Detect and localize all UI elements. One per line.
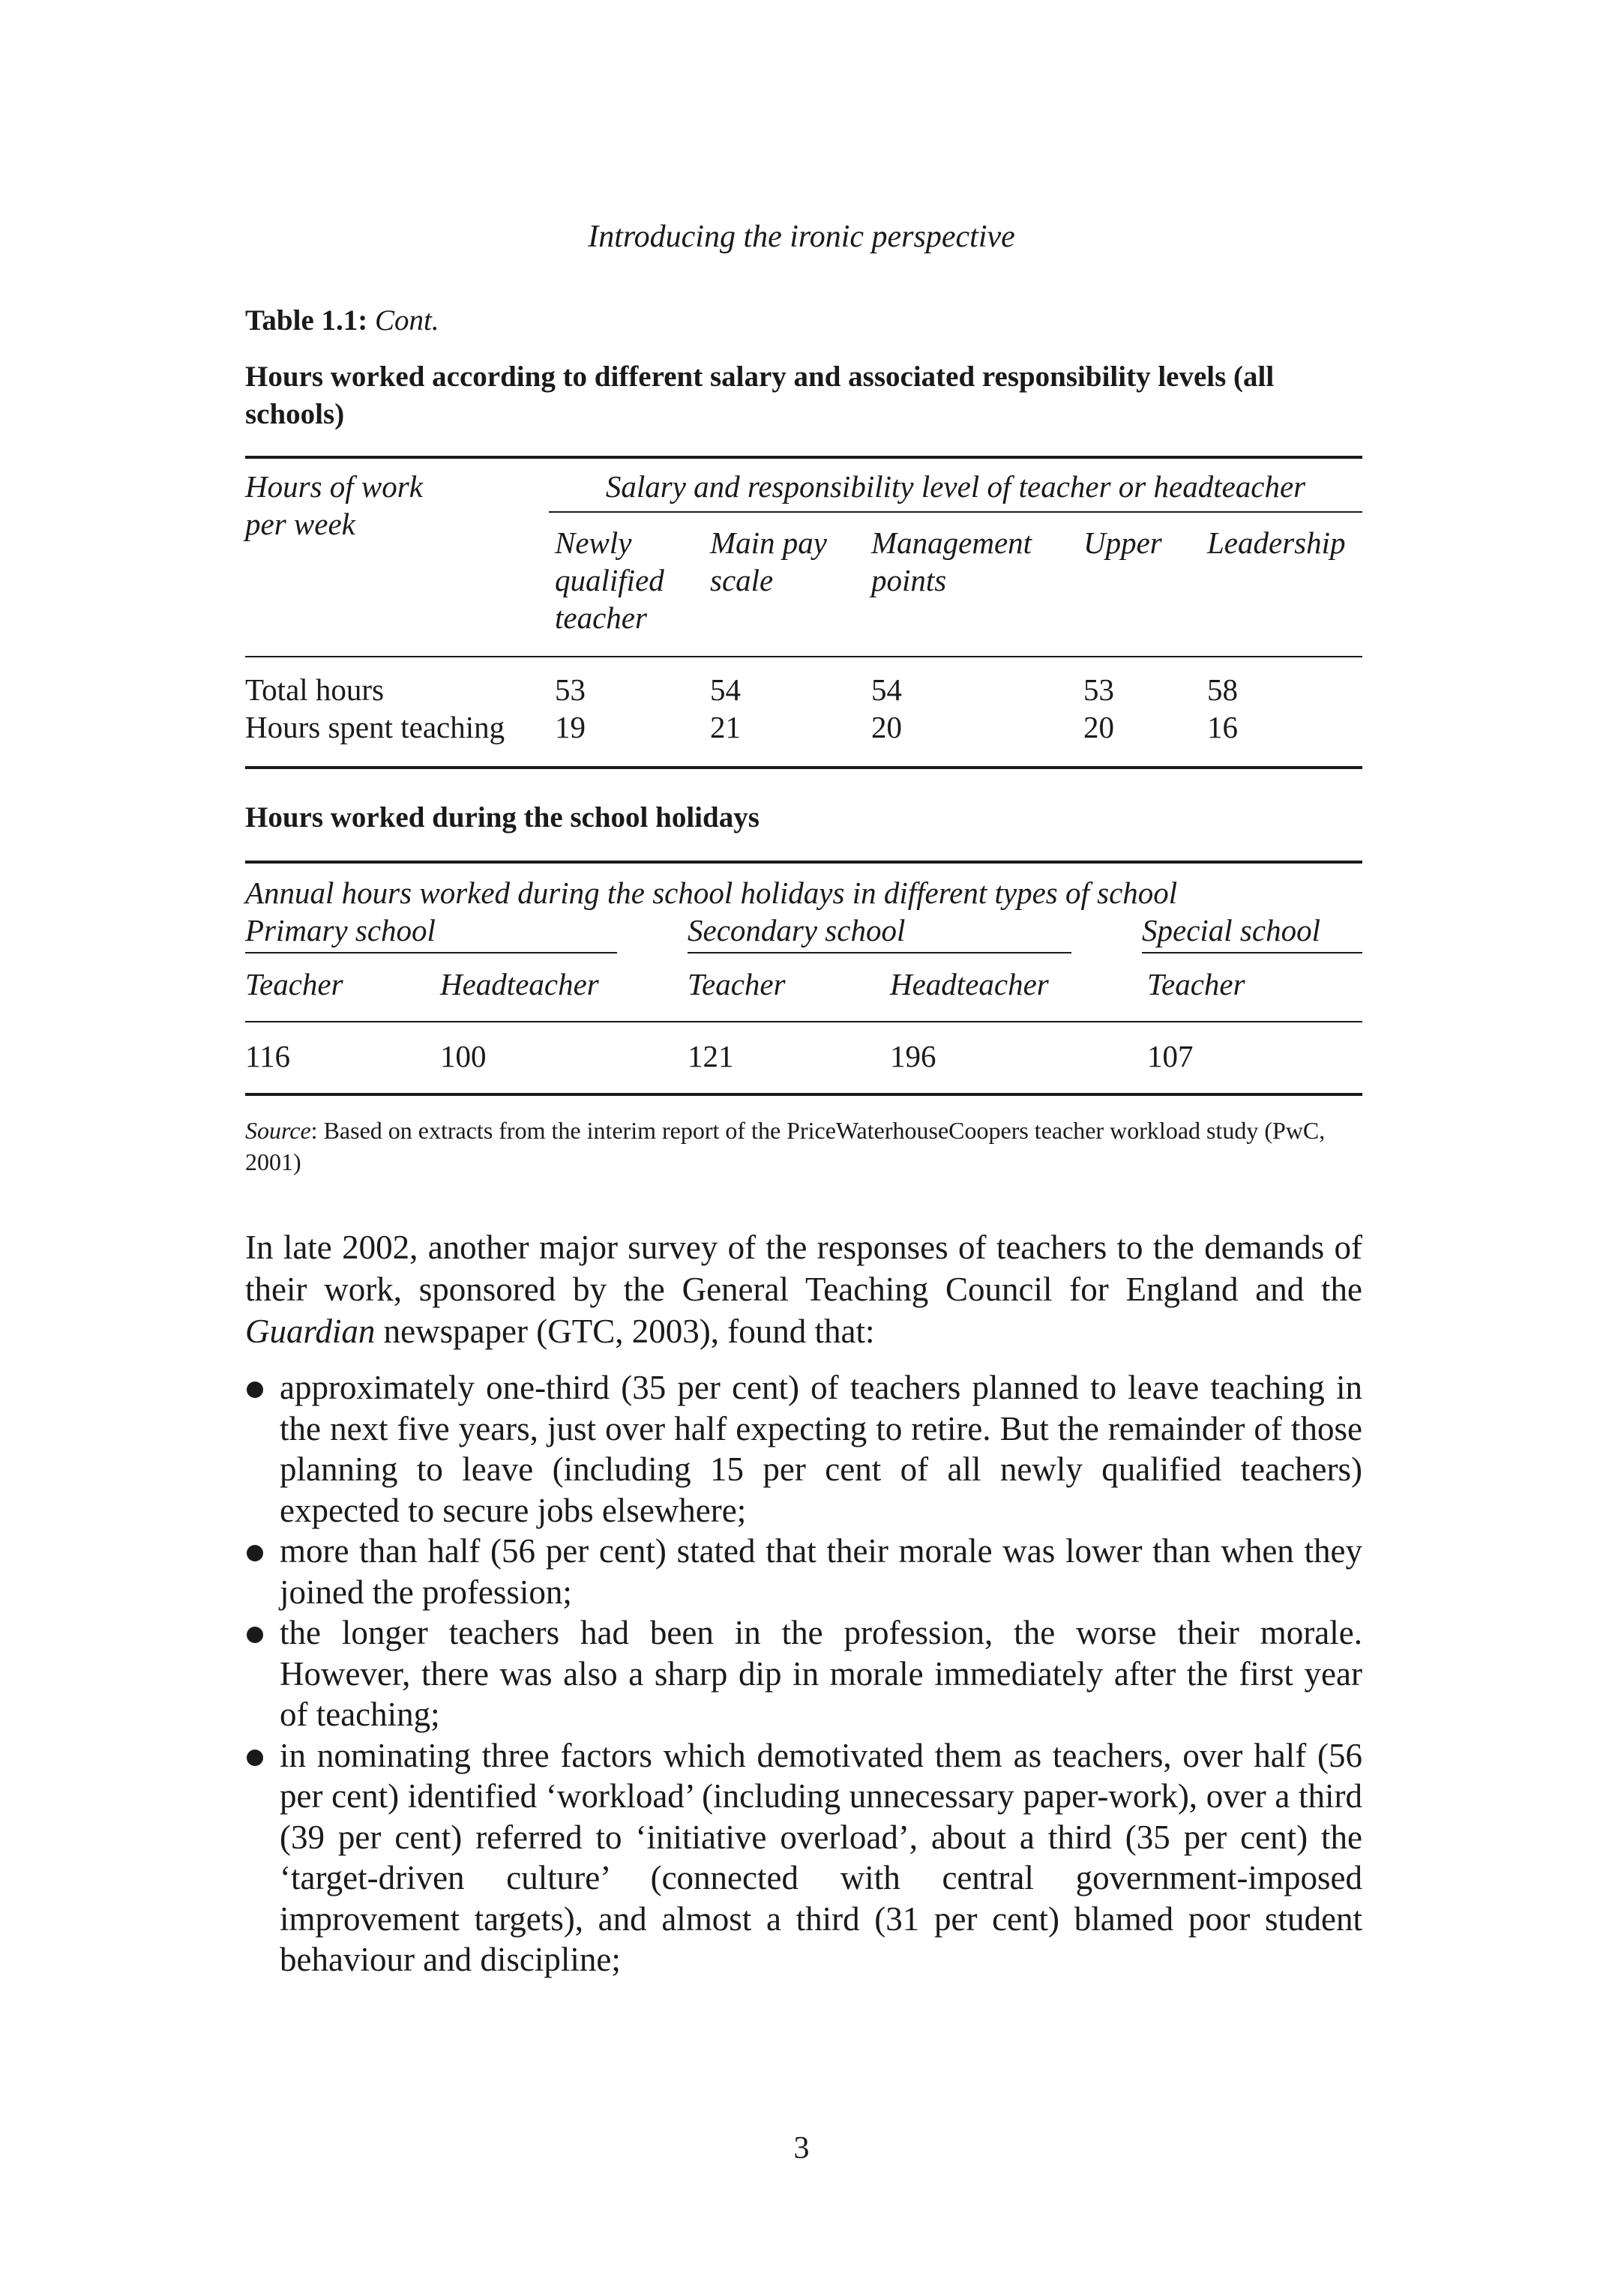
- table1-cell: 54: [710, 672, 741, 707]
- source-note: [245, 1115, 1362, 1178]
- bullet-icon: [247, 1627, 263, 1643]
- running-head: Introducing the ironic perspective: [588, 220, 1015, 254]
- table2-caption: Hours worked during the school holidays: [245, 801, 760, 834]
- table1-header-rule: [245, 656, 1362, 657]
- table1-span-header: Salary and responsibility level of teacher or headteacher: [605, 469, 1306, 504]
- table1-cell: 58: [1207, 672, 1238, 707]
- table1-cell: 16: [1207, 710, 1238, 744]
- table2-col-header: Headteacher: [890, 967, 1049, 1001]
- table2-group-rule-special: [1142, 952, 1362, 953]
- table1-col-3-line2: points: [871, 563, 947, 597]
- table-label-suffix: Cont.: [375, 304, 439, 337]
- table1-span-rule: [549, 511, 1362, 513]
- table1-col-1-line3: teacher: [555, 600, 647, 635]
- list-item: [245, 1612, 1362, 1735]
- table2-span-header: Annual hours worked during the school holidays in different types of school: [245, 876, 1178, 910]
- table1-row-header-line1: Hours of work: [245, 469, 423, 504]
- table2-group-rule-secondary: [688, 952, 1071, 953]
- table1-caption: Hours worked according to different salary and associated responsibility levels (all schools): [245, 361, 1275, 430]
- table1-bottom-rule: [245, 766, 1362, 769]
- table1-col-2-line1: Main pay: [710, 525, 827, 560]
- table1-cell: 21: [710, 710, 741, 744]
- table2-group-rule-primary: [245, 952, 617, 953]
- table1-col-4-line1: Upper: [1083, 525, 1162, 560]
- table1-cell: 19: [555, 710, 586, 744]
- table2-cell: 116: [245, 1039, 290, 1073]
- table1-top-rule: [245, 456, 1362, 459]
- table1-col-1-line1: Newly: [555, 525, 632, 560]
- table1-col-2-line2: scale: [710, 563, 774, 597]
- body-paragraph: [245, 1226, 1362, 1352]
- page-number: 3: [793, 2131, 810, 2166]
- table-label-prefix: Table 1.1:: [245, 304, 368, 337]
- table1-cell: 20: [871, 710, 902, 744]
- list-item: [245, 1367, 1362, 1531]
- table1-row-label: Total hours: [245, 672, 385, 707]
- bullet-icon: [247, 1545, 263, 1561]
- paragraph-italic: Guardian: [245, 1313, 376, 1350]
- table2-col-header: Teacher: [1147, 967, 1245, 1001]
- bullet-icon: [247, 1381, 263, 1398]
- table2-cell: 107: [1147, 1039, 1194, 1073]
- table2-top-rule: [245, 861, 1362, 864]
- list-item-text: the longer teachers had been in the profession, the worse their morale. However, there was also a sharp dip in morale immediately after the first year of teaching;: [280, 1614, 1362, 1733]
- table1-cell: 53: [555, 672, 586, 707]
- table2-group-primary: Primary school: [245, 913, 436, 947]
- table1-row-label: Hours spent teaching: [245, 710, 505, 744]
- table1-col-5-line1: Leadership: [1207, 525, 1346, 560]
- list-item: [245, 1531, 1362, 1612]
- table1-col-1-line2: qualified: [555, 563, 664, 597]
- table2-bottom-rule: [245, 1093, 1362, 1096]
- table1-row-header-line2: per week: [245, 507, 355, 541]
- table2-group-special: Special school: [1142, 913, 1320, 947]
- paragraph-before: In late 2002, another major survey of the responses of teachers to the demands of their work, sponsored by the General Teaching Council for England and the: [245, 1229, 1362, 1308]
- list-item: [245, 1735, 1362, 1980]
- table2-col-header: Teacher: [245, 967, 343, 1001]
- bullet-icon: [247, 1750, 263, 1766]
- table1-cell: 53: [1083, 672, 1114, 707]
- table2-group-secondary: Secondary school: [688, 913, 906, 947]
- source-text: : Based on extracts from the interim report of the PriceWaterhouseCoopers teacher workload study (PwC, 2001): [245, 1117, 1326, 1175]
- table2-cell: 100: [440, 1039, 487, 1073]
- list-item-text: in nominating three factors which demotivated them as teachers, over half (56 per cent) identified ‘workload’ (including unnecessary paper-work), over a third (39 per cent) referred to ‘initiative overload’, about a third (35 per cent) the ‘target-driven culture’ (connected with central government-imposed improvement targets), and almost a third (31 per cent) blamed poor student behaviour and discipline;: [280, 1736, 1362, 1978]
- paragraph-after: newspaper (GTC, 2003), found that:: [375, 1313, 875, 1350]
- table2-cell: 196: [890, 1039, 936, 1073]
- table1-cell: 20: [1083, 710, 1114, 744]
- list-item-text: approximately one-third (35 per cent) of teachers planned to leave teaching in the next five years, just over half expecting to retire. But the remainder of those planning to leave (including 15 per cent of all newly qualified teachers) expected to secure jobs elsewhere;: [280, 1369, 1362, 1529]
- table2-cell: 121: [688, 1039, 734, 1073]
- findings-list: [245, 1367, 1362, 1980]
- source-label: Source: [245, 1117, 311, 1144]
- table-label: [245, 304, 439, 337]
- table2-header-rule: [245, 1021, 1362, 1022]
- table2-col-header: Headteacher: [440, 967, 599, 1001]
- table1-col-3-line1: Management: [871, 525, 1032, 560]
- table1-cell: 54: [871, 672, 902, 707]
- table2-col-header: Teacher: [688, 967, 786, 1001]
- list-item-text: more than half (56 per cent) stated that their morale was lower than when they joined the profession;: [280, 1532, 1362, 1611]
